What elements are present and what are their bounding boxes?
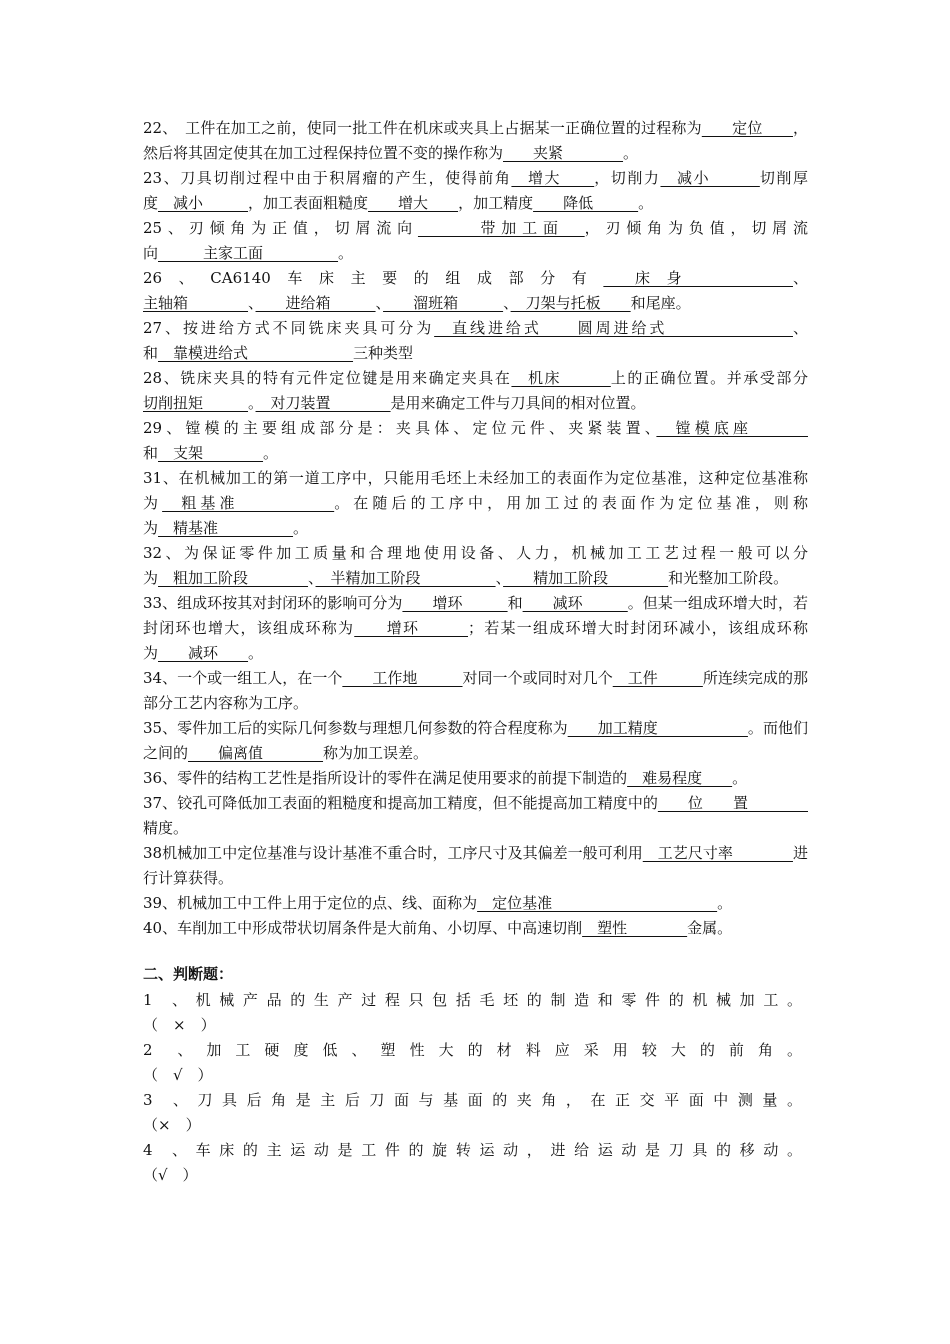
question-text: 称为加工误差。: [323, 744, 429, 762]
question-item: [143, 116, 808, 166]
answer-blank: 靠模进给式: [158, 344, 354, 362]
answer-blank: 工艺尺寸率: [642, 844, 793, 862]
question-text: 。而他们之间的: [143, 719, 808, 762]
judgment-answer: （√ ）: [143, 1166, 198, 1184]
answer-blank: 增环: [402, 594, 508, 612]
answer-blank: 难易程度: [627, 769, 733, 787]
question-text: 。但某一组成环增大时，若封闭环也增大，该组成环称为: [143, 594, 808, 637]
question-number: 26、: [143, 269, 211, 287]
question-text: 、: [308, 569, 316, 587]
question-text: ，切削力: [594, 169, 661, 187]
answer-blank: 带加工面: [417, 219, 585, 237]
question-item: [143, 841, 808, 891]
question-text: ，然后将其固定使其在加工过程保持位置不变的操作称为: [143, 119, 808, 162]
question-item: [143, 166, 808, 216]
question-text: 切削厚度: [143, 169, 808, 212]
question-text: 。: [293, 519, 309, 537]
question-number: 31、: [143, 469, 179, 487]
answer-blank: 主家工面: [158, 244, 339, 262]
answer-blank: 增大: [511, 169, 595, 187]
question-text: 和尾座。: [630, 294, 691, 312]
question-text: 精度。: [143, 819, 189, 837]
question-text: 铣床夹具的特有元件定位键是用来确定夹具在: [180, 369, 512, 387]
question-text: 和: [507, 594, 523, 612]
answer-blank: 偏离值: [188, 744, 324, 762]
question-number: 27、: [143, 319, 183, 337]
question-item: [143, 591, 808, 666]
question-text: 、: [792, 269, 808, 287]
question-text: ，加工表面粗糙度: [248, 194, 369, 212]
answer-blank: 刀架与托板: [510, 294, 631, 312]
question-item: [143, 716, 808, 766]
answer-blank: 工件: [612, 669, 703, 687]
answer-blank: 塑性: [582, 919, 688, 937]
question-text: 。: [623, 144, 639, 162]
question-text: 。: [248, 394, 256, 412]
answer-blank: 粗基准: [162, 494, 335, 512]
judgment-number: 3: [143, 1091, 173, 1109]
question-number: 40、: [143, 919, 178, 937]
question-text: 组成环按其对封闭环的影响可分为: [177, 594, 403, 612]
question-number: 29、: [143, 419, 186, 437]
question-item: [143, 266, 808, 316]
answer-blank: 床身: [603, 269, 793, 287]
answer-blank: 进给箱: [255, 294, 376, 312]
judgment-answer: （ √ ）: [143, 1066, 213, 1084]
fill-in-blank-list: [143, 116, 808, 941]
question-number: 36、: [143, 769, 178, 787]
answer-blank: 半精加工阶段: [315, 569, 496, 587]
answer-blank: 直线进给式 圆周进给式: [434, 319, 793, 337]
question-text: 工件在加工之前，使同一批工件在机床或夹具上占据某一正确位置的过程称为: [169, 119, 702, 137]
question-text: 上的正确位置。并承受部分: [610, 369, 808, 387]
answer-blank: 粗加工阶段: [158, 569, 309, 587]
question-number: 23、: [143, 169, 181, 187]
answer-blank: 加工精度: [567, 719, 748, 737]
question-text: 、: [375, 294, 384, 312]
question-text: 机械加工中定位基准与设计基准不重合时，工序尺寸及其偏差一般可利用: [162, 844, 643, 862]
question-item: [143, 416, 808, 466]
judgment-list: [143, 987, 808, 1187]
answer-blank: 工作地: [342, 669, 463, 687]
judgment-answer: （× ）: [143, 1116, 201, 1134]
question-number: 34、: [143, 669, 178, 687]
judgment-answer: （ × ）: [143, 1016, 216, 1034]
question-text: 零件的结构工艺性是指所设计的零件在满足使用要求的前提下制造的: [177, 769, 628, 787]
question-text: 。: [638, 194, 654, 212]
question-number: 32、: [143, 544, 184, 562]
answer-blank: 定位基准: [477, 894, 718, 912]
answer-blank: 精基准: [158, 519, 294, 537]
answer-blank: 支架: [158, 444, 264, 462]
question-number: 35、: [143, 719, 178, 737]
question-text: 所连续完成的那部分工艺内容称为工序。: [143, 669, 808, 712]
answer-blank: 溜班箱: [383, 294, 504, 312]
question-text: CA6140车床主要的组成部分有: [210, 269, 604, 287]
question-text: 。: [732, 769, 748, 787]
section-title-judgment: 二、判断题：: [143, 965, 234, 983]
answer-blank: 机床: [511, 369, 611, 387]
answer-blank: 对刀装置: [255, 394, 391, 412]
question-text: 、: [503, 294, 511, 312]
question-text: 三种类型: [353, 344, 414, 362]
answer-blank: 减小: [158, 194, 249, 212]
answer-blank: 镗模底座: [656, 419, 808, 437]
answer-blank: 夹紧: [503, 144, 624, 162]
judgment-text: 、车床的主运动是工件的旋转运动，进给运动是刀具的移动。: [171, 1141, 808, 1159]
judgment-item: [143, 1087, 808, 1113]
question-number: 38: [143, 844, 163, 862]
answer-blank: 精加工阶段: [503, 569, 669, 587]
question-text: 、和: [143, 319, 808, 362]
question-text: 对同一个或同时对几个: [462, 669, 613, 687]
question-item: [143, 791, 808, 841]
question-item: [143, 216, 808, 266]
judgment-text: 、刀具后角是主后刀面与基面的夹角，在正交平面中测量。: [172, 1091, 809, 1109]
question-text: 刃倾角为正值，切屑流向: [188, 219, 418, 237]
question-text: 。: [338, 244, 354, 262]
question-item: [143, 541, 808, 591]
question-text: ，加工精度: [458, 194, 534, 212]
question-item: [143, 766, 808, 791]
question-text: 进行计算获得。: [143, 844, 808, 887]
question-text: 。: [717, 894, 733, 912]
question-number: 25、: [143, 219, 189, 237]
question-text: 、: [495, 569, 504, 587]
answer-blank: 主轴箱: [143, 294, 249, 312]
answer-blank: 位 置: [657, 794, 808, 812]
question-text: 、: [248, 294, 256, 312]
judgment-item: [143, 987, 808, 1013]
question-item: [143, 891, 808, 916]
judgment-text: 、机械产品的生产过程只包括毛坯的制造和零件的机械加工。: [171, 991, 808, 1009]
judgment-number: 4: [143, 1141, 172, 1159]
question-text: 是用来确定工件与刀具间的相对位置。: [390, 394, 646, 412]
question-text: 机械加工中工件上用于定位的点、线、面称为: [177, 894, 478, 912]
question-number: 22、: [143, 119, 170, 137]
answer-blank: 降低: [533, 194, 639, 212]
question-text: 为保证零件加工质量和合理地使用设备、人力，机械加工工艺过程一般可以分为: [143, 544, 808, 587]
answer-blank: 定位: [701, 119, 793, 137]
question-item: [143, 316, 808, 366]
answer-blank: 减小: [660, 169, 760, 187]
answer-blank: 增环: [354, 619, 468, 637]
question-text: 和光整加工阶段。: [668, 569, 789, 587]
question-text: 一个或一组工人，在一个: [177, 669, 343, 687]
question-text: 铰孔可降低加工表面的粗糙度和提高加工精度，但不能提高加工精度中的: [177, 794, 658, 812]
question-number: 28、: [143, 369, 181, 387]
document-page: [143, 116, 808, 1187]
question-number: 39、: [143, 894, 178, 912]
question-text: 和: [143, 444, 159, 462]
judgment-number: 2: [143, 1041, 178, 1059]
question-item: [143, 466, 808, 541]
question-text: 按进给方式不同铣床夹具可分为: [182, 319, 435, 337]
question-text: 刀具切削过程中由于积屑瘤的产生，使得前角: [180, 169, 512, 187]
judgment-item: [143, 1137, 808, 1163]
answer-blank: 减环: [522, 594, 628, 612]
judgment-item: [143, 1037, 808, 1063]
question-text: 。在随后的工序中，用加工过的表面作为定位基准，则称为: [143, 494, 808, 537]
question-item: [143, 366, 808, 416]
question-text: 车削加工中形成带状切屑条件是大前角、小切厚、中高速切削: [177, 919, 583, 937]
question-number: 37、: [143, 794, 178, 812]
judgment-text: 、加工硬度低、塑性大的材料应采用较大的前角。: [177, 1041, 808, 1059]
question-text: 。: [248, 644, 264, 662]
question-text: 镗模的主要组成部分是：夹具体、定位元件、夹紧装置、: [185, 419, 657, 437]
answer-blank: 增大: [368, 194, 459, 212]
question-text: ，刃倾角为负值，切屑流向: [143, 219, 808, 262]
question-text: 在机械加工的第一道工序中，只能用毛坯上未经加工的表面作为定位基准，这种定位基准称为: [143, 469, 808, 512]
judgment-number: 1: [143, 991, 172, 1009]
question-number: 33、: [143, 594, 178, 612]
question-text: 。: [263, 444, 279, 462]
answer-blank: 切削扭矩: [143, 394, 249, 412]
answer-blank: 减环: [158, 644, 249, 662]
question-item: [143, 916, 808, 941]
question-text: 金属。: [687, 919, 733, 937]
question-text: 零件加工后的实际几何参数与理想几何参数的符合程度称为: [177, 719, 568, 737]
question-text: ；若某一组成环增大时封闭环减小，该组成环称为: [143, 619, 808, 662]
question-item: [143, 666, 808, 716]
